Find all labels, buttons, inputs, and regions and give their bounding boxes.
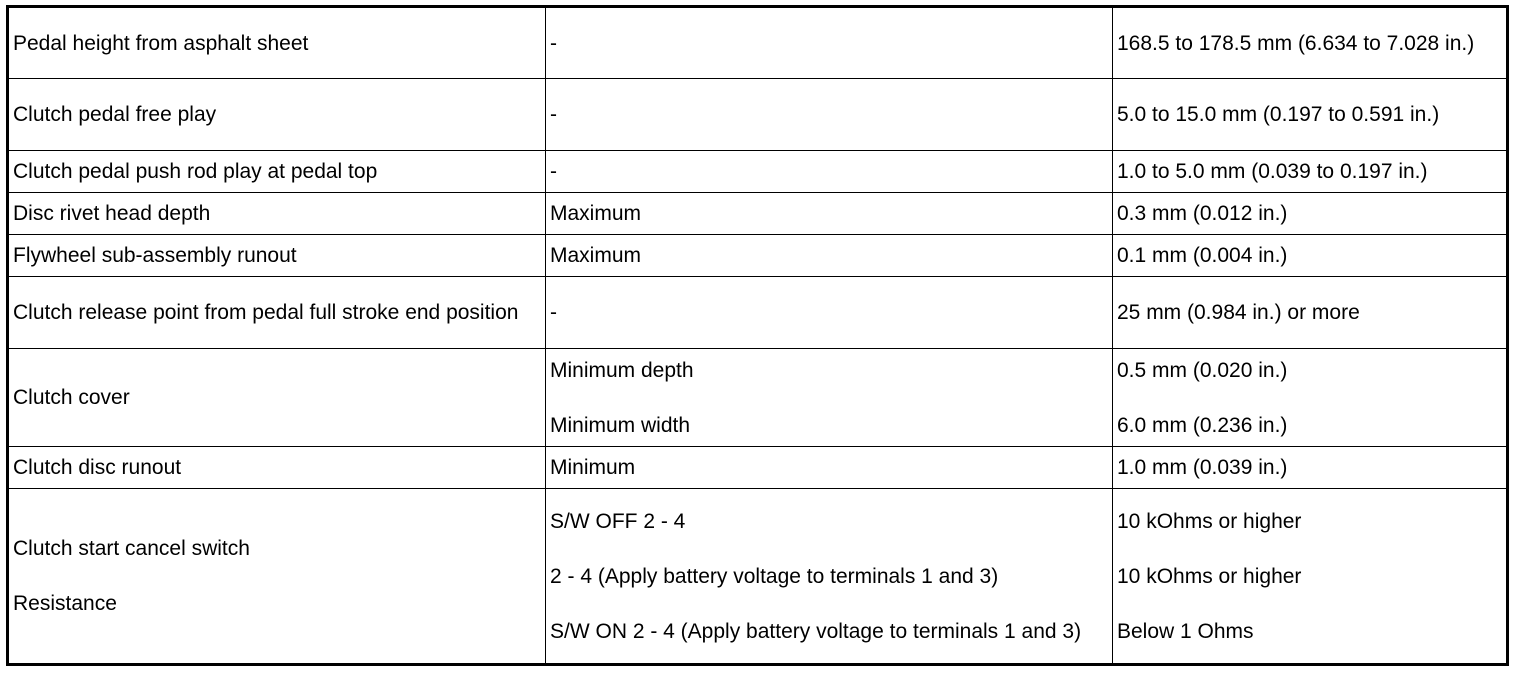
spec-line: 0.5 mm (0.020 in.) — [1117, 358, 1288, 382]
condition-cell: - — [546, 7, 1113, 79]
item-cell — [8, 489, 546, 665]
item-line: Resistance — [13, 592, 117, 615]
table-row — [8, 193, 1508, 235]
condition-cell — [546, 349, 1113, 447]
spec-cell — [1113, 349, 1508, 447]
spec-cell: 1.0 to 5.0 mm (0.039 to 0.197 in.) — [1113, 151, 1508, 193]
spec-line: 10 kOhms or higher — [1117, 564, 1302, 588]
table-row — [8, 151, 1508, 193]
condition-cell: Minimum — [546, 447, 1113, 489]
table-row — [8, 235, 1508, 277]
item-cell: Pedal height from asphalt sheet — [8, 7, 546, 79]
condition-cell: - — [546, 79, 1113, 151]
condition-cell: - — [546, 151, 1113, 193]
item-cell: Clutch disc runout — [8, 447, 546, 489]
item-cell: Disc rivet head depth — [8, 193, 546, 235]
table-row — [8, 7, 1508, 79]
table-row — [8, 489, 1508, 665]
spec-line: 6.0 mm (0.236 in.) — [1117, 413, 1288, 437]
specification-table — [6, 5, 1509, 666]
spec-line: Below 1 Ohms — [1117, 619, 1254, 643]
table-row — [8, 349, 1508, 447]
condition-line: 2 - 4 (Apply battery voltage to terminals 1 and 3) — [550, 564, 999, 588]
condition-cell: Maximum — [546, 235, 1113, 277]
condition-line: Minimum depth — [550, 358, 694, 382]
spec-cell: 0.3 mm (0.012 in.) — [1113, 193, 1508, 235]
spec-cell — [1113, 489, 1508, 665]
spec-cell: 0.1 mm (0.004 in.) — [1113, 235, 1508, 277]
spec-cell: 168.5 to 178.5 mm (6.634 to 7.028 in.) — [1113, 7, 1508, 79]
condition-line: S/W ON 2 - 4 (Apply battery voltage to terminals 1 and 3) — [550, 619, 1082, 643]
condition-line: Minimum width — [550, 413, 691, 437]
spec-cell: 25 mm (0.984 in.) or more — [1113, 277, 1508, 349]
table-row — [8, 79, 1508, 151]
condition-cell: - — [546, 277, 1113, 349]
table-row — [8, 277, 1508, 349]
spec-cell: 5.0 to 15.0 mm (0.197 to 0.591 in.) — [1113, 79, 1508, 151]
table-row — [8, 447, 1508, 489]
spec-line: 10 kOhms or higher — [1117, 509, 1302, 533]
condition-cell: Maximum — [546, 193, 1113, 235]
item-line: Clutch start cancel switch — [13, 537, 250, 560]
condition-line: S/W OFF 2 - 4 — [550, 509, 686, 533]
condition-cell — [546, 489, 1113, 665]
item-cell: Flywheel sub-assembly runout — [8, 235, 546, 277]
item-cell: Clutch pedal free play — [8, 79, 546, 151]
spec-cell: 1.0 mm (0.039 in.) — [1113, 447, 1508, 489]
item-cell: Clutch release point from pedal full stroke end position — [8, 277, 546, 349]
item-cell: Clutch pedal push rod play at pedal top — [8, 151, 546, 193]
item-cell: Clutch cover — [8, 349, 546, 447]
